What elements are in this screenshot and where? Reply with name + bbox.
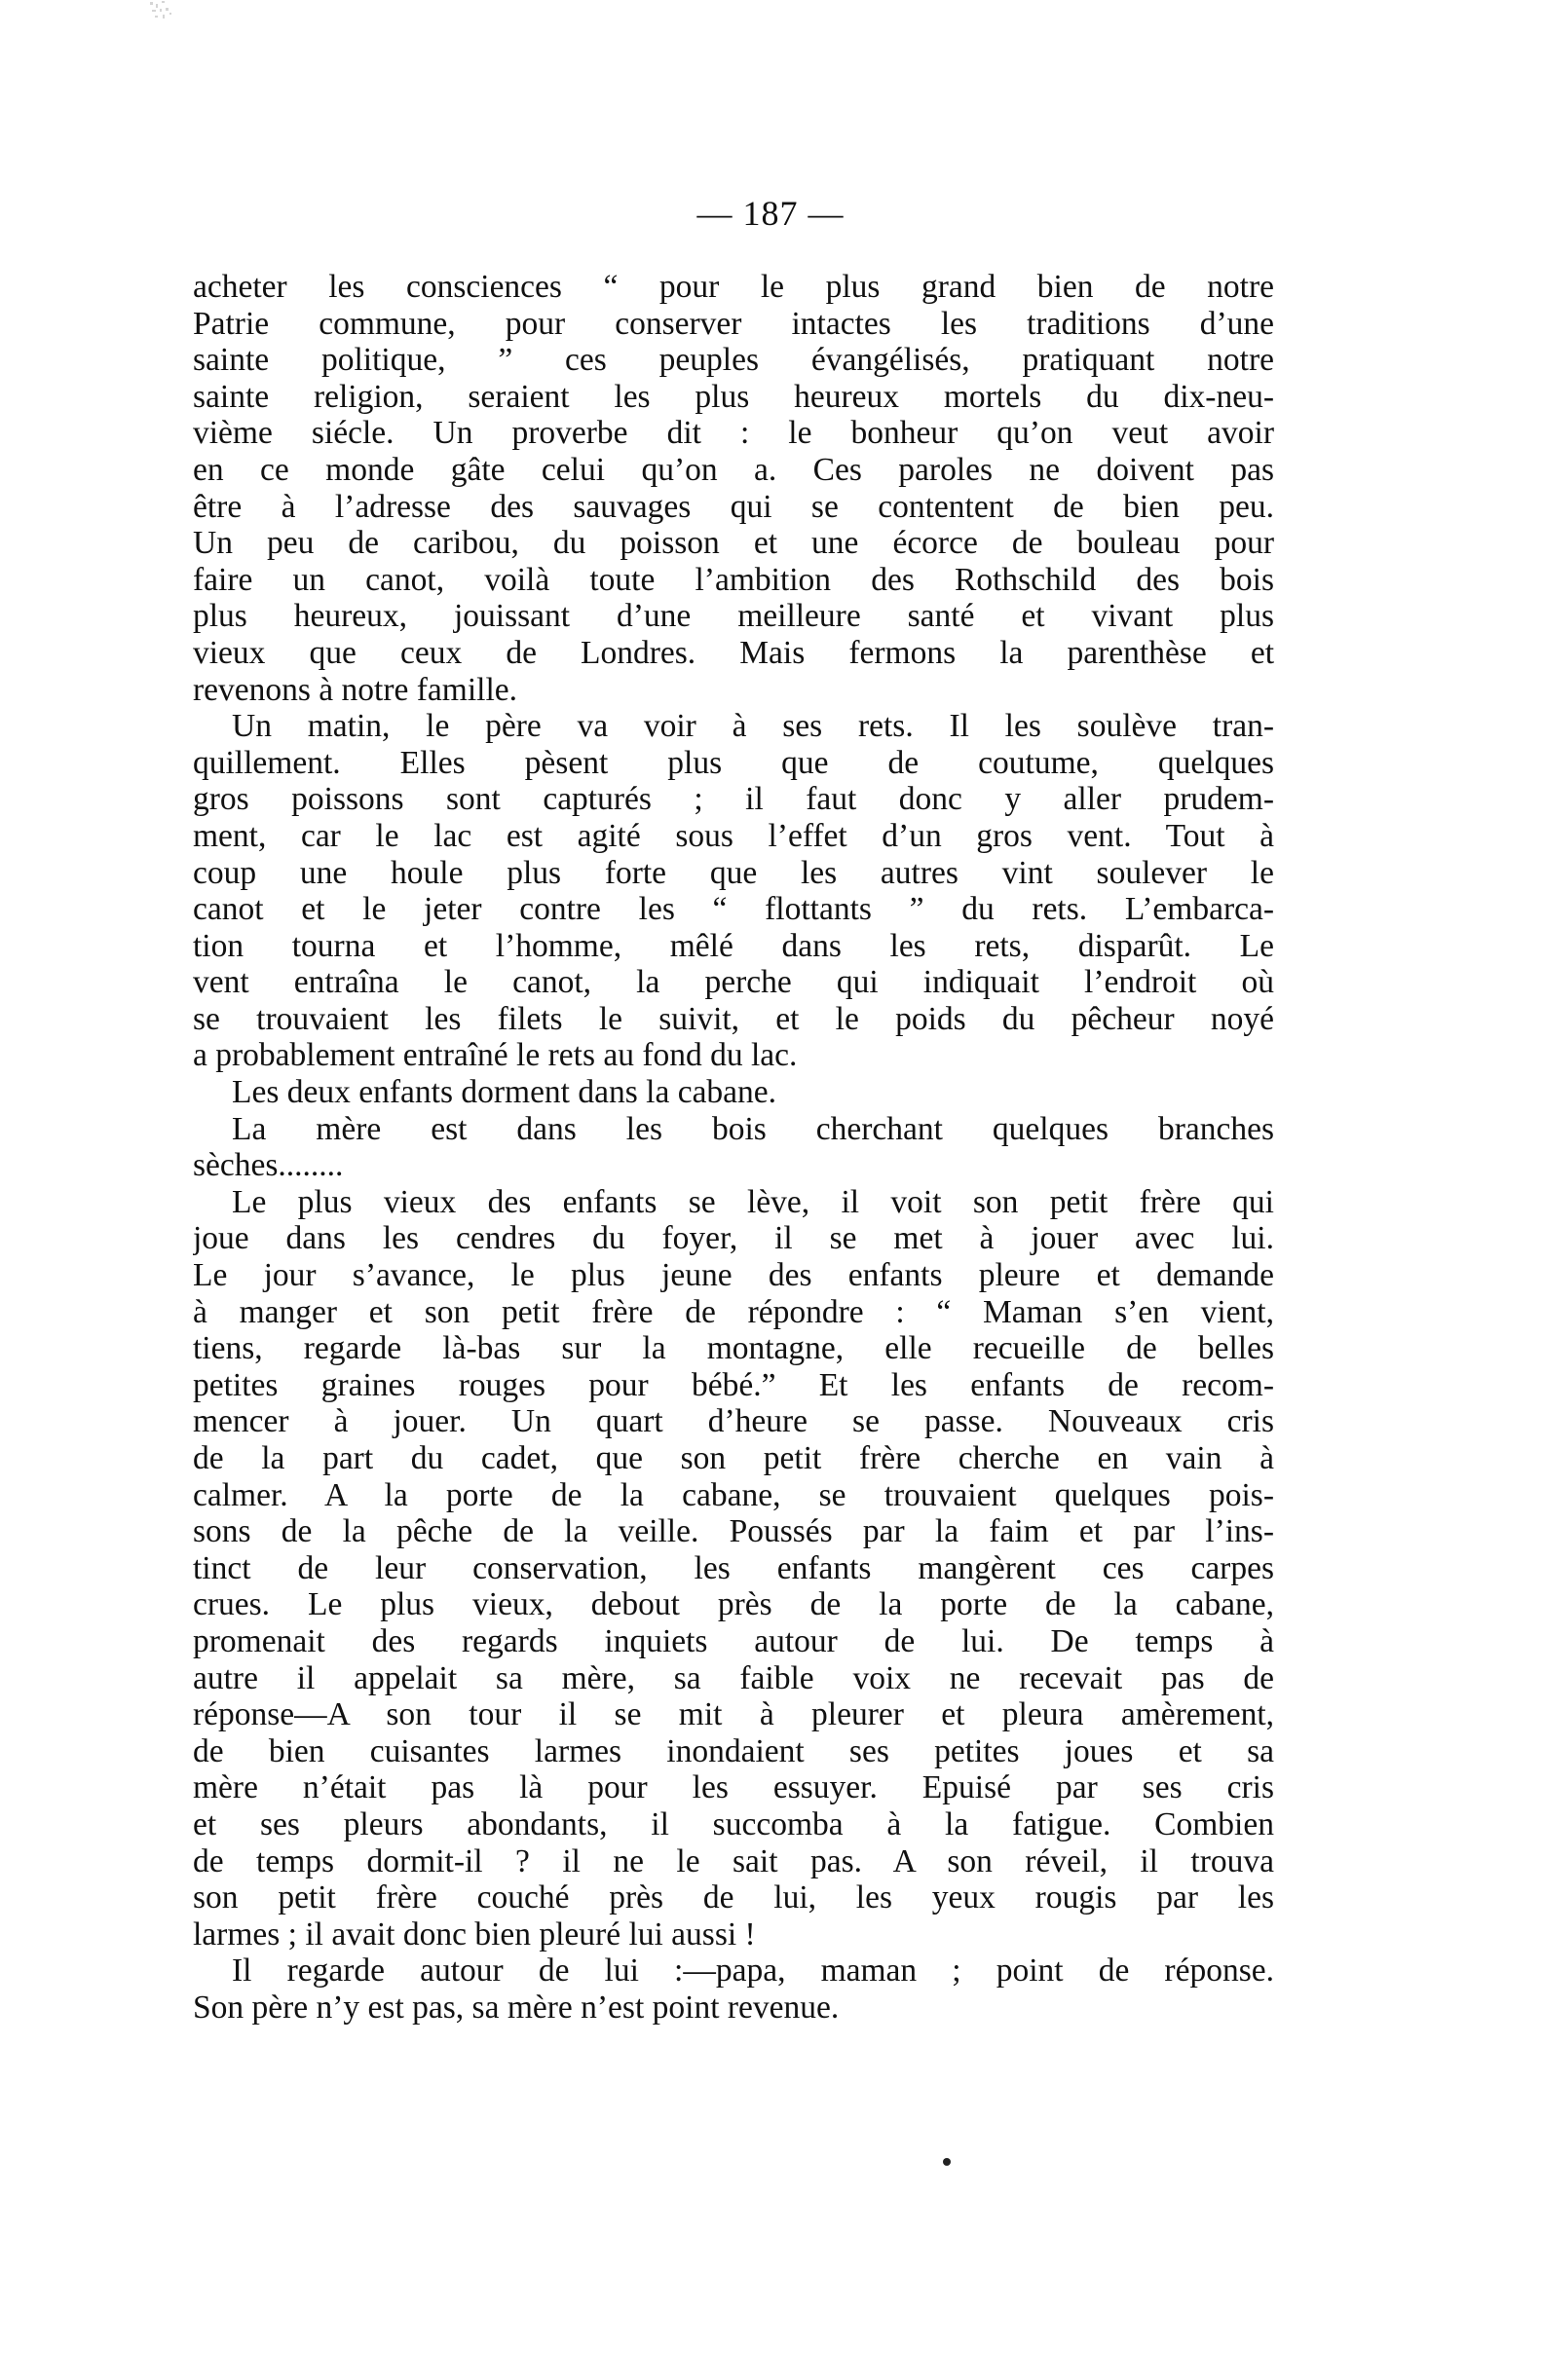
text-line: réponse—A son tour il se mit à pleurer et pleura amèrement,	[193, 1696, 1274, 1733]
text-line: de la part du cadet, que son petit frère cherche en vain à	[193, 1440, 1274, 1476]
scan-smudge-mark	[146, 0, 179, 29]
text-line: Patrie commune, pour conserver intactes les traditions d’une	[193, 305, 1274, 342]
text-line: sainte politique, ” ces peuples évangélisés, pratiquant notre	[193, 342, 1274, 379]
text-line: Le jour s’avance, le plus jeune des enfants pleure et demande	[193, 1257, 1274, 1294]
text-line: tion tourna et l’homme, mêlé dans les rets, disparût. Le	[193, 927, 1274, 964]
text-line: être à l’adresse des sauvages qui se contentent de bien peu.	[193, 488, 1274, 525]
text-line: tiens, regarde là-bas sur la montagne, elle recueille de belles	[193, 1330, 1274, 1367]
text-line: sons de la pêche de la veille. Poussés par la faim et par l’ins-	[193, 1513, 1274, 1550]
text-line: joue dans les cendres du foyer, il se met à jouer avec lui.	[193, 1220, 1274, 1257]
text-line: revenons à notre famille.	[193, 671, 518, 708]
text-line: sèches........	[193, 1147, 344, 1184]
text-line: larmes ; il avait donc bien pleuré lui aussi !	[193, 1915, 756, 1952]
text-line: tinct de leur conservation, les enfants mangèrent ces carpes	[193, 1549, 1274, 1586]
text-line: coup une houle plus forte que les autres vint soulever le	[193, 854, 1274, 891]
text-line: à manger et son petit frère de répondre : “ Maman s’en vient,	[193, 1293, 1274, 1330]
footer-dot	[943, 2158, 951, 2166]
text-line: faire un canot, voilà toute l’ambition des Rothschild des bois	[193, 561, 1274, 598]
text-line: gros poissons sont capturés ; il faut donc y aller prudem-	[193, 781, 1274, 818]
text-line: canot et le jeter contre les “ flottants ” du rets. L’embarca-	[193, 891, 1274, 928]
text-line: sainte religion, seraient les plus heureux mortels du dix-neu-	[193, 378, 1274, 415]
text-line: mencer à jouer. Un quart d’heure se passe. Nouveaux cris	[193, 1403, 1274, 1440]
text-line: promenait des regards inquiets autour de lui. De temps à	[193, 1622, 1274, 1659]
text-line: vieux que ceux de Londres. Mais fermons la parenthèse et	[193, 634, 1274, 671]
text-line: crues. Le plus vieux, debout près de la porte de la cabane,	[193, 1586, 1274, 1623]
text-line: et ses pleurs abondants, il succomba à la fatigue. Combien	[193, 1805, 1274, 1842]
text-line: autre il appelait sa mère, sa faible voix ne recevait pas de	[193, 1659, 1274, 1696]
page-number: — 187 —	[696, 194, 845, 233]
text-line: La mère est dans les bois cherchant quelques branches	[232, 1110, 1274, 1147]
text-line: vième siécle. Un proverbe dit : le bonheur qu’on veut avoir	[193, 415, 1274, 452]
text-line: quillement. Elles pèsent plus que de coutume, quelques	[193, 744, 1274, 781]
text-line: se trouvaient les filets le suivit, et le poids du pêcheur noyé	[193, 1000, 1274, 1037]
text-line: de bien cuisantes larmes inondaient ses petites joues et sa	[193, 1732, 1274, 1769]
text-line: Le plus vieux des enfants se lève, il voit son petit frère qui	[232, 1183, 1274, 1220]
text-line: mère n’était pas là pour les essuyer. Epuisé par ses cris	[193, 1769, 1274, 1806]
text-line: Un peu de caribou, du poisson et une écorce de bouleau pour	[193, 525, 1274, 562]
text-line: a probablement entraîné le rets au fond du lac.	[193, 1037, 798, 1074]
body-text	[193, 269, 1274, 2027]
text-line: ment, car le lac est agité sous l’effet d’un gros vent. Tout à	[193, 817, 1274, 854]
text-line: petites graines rouges pour bébé.” Et les enfants de recom-	[193, 1366, 1274, 1403]
text-line: Les deux enfants dorment dans la cabane.	[232, 1074, 777, 1111]
text-line: plus heureux, jouissant d’une meilleure santé et vivant plus	[193, 598, 1274, 635]
text-line: calmer. A la porte de la cabane, se trouvaient quelques pois-	[193, 1476, 1274, 1513]
text-line: son petit frère couché près de lui, les yeux rougis par les	[193, 1879, 1274, 1916]
text-line: acheter les consciences “ pour le plus grand bien de notre	[193, 269, 1274, 305]
text-line: en ce monde gâte celui qu’on a. Ces paroles ne doivent pas	[193, 451, 1274, 488]
text-line: vent entraîna le canot, la perche qui indiquait l’endroit où	[193, 964, 1274, 1001]
text-line: Son père n’y est pas, sa mère n’est point revenue.	[193, 1989, 840, 2026]
text-line: Il regarde autour de lui :—papa, maman ; point de réponse.	[232, 1952, 1274, 1990]
text-line: de temps dormit-il ? il ne le sait pas. A son réveil, il trouva	[193, 1842, 1274, 1879]
text-line: Un matin, le père va voir à ses rets. Il les soulève tran-	[232, 708, 1274, 745]
